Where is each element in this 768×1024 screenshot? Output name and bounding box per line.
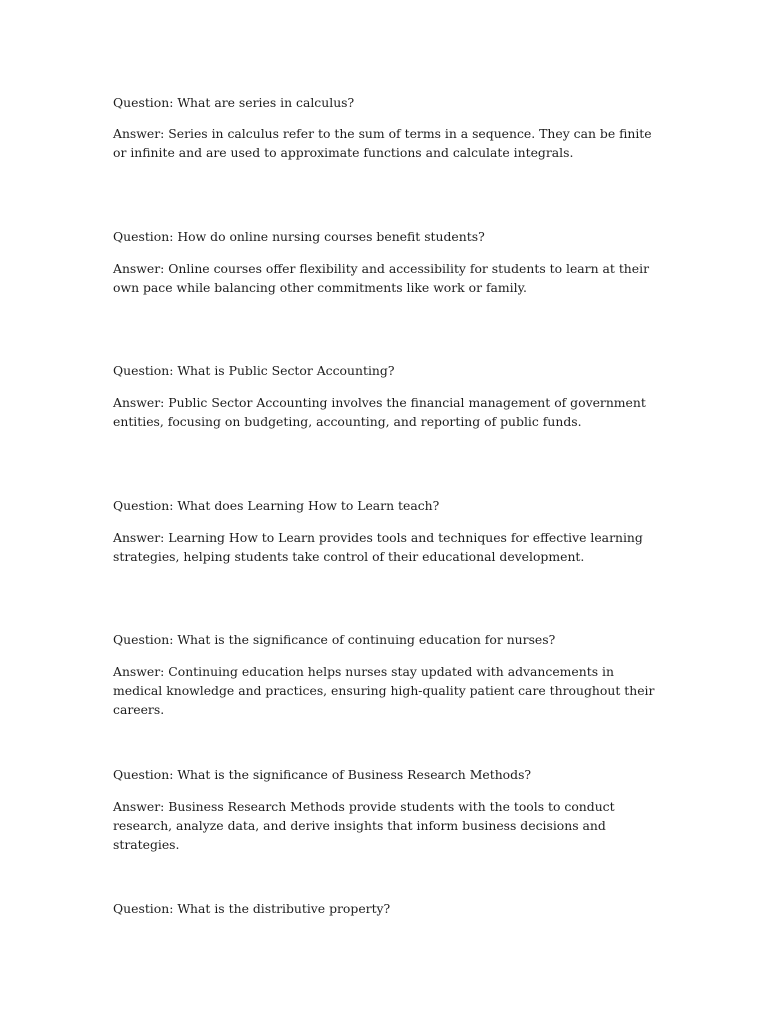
question-text: Question: How do online nursing courses benefit students? xyxy=(113,229,485,244)
answer-text: Answer: Series in calculus refer to the sum of terms in a sequence. They can be finite or infinite and are used to approximate functions and calculate integrals. xyxy=(113,126,652,160)
question-text: Question: What is the significance of Business Research Methods? xyxy=(113,767,532,782)
question-text: Question: What is Public Sector Accounting? xyxy=(113,363,395,378)
question-text: Question: What are series in calculus? xyxy=(113,95,355,110)
question-text: Question: What is the significance of continuing education for nurses? xyxy=(113,632,556,647)
answer-text: Answer: Business Research Methods provide students with the tools to conduct research, analyze data, and derive insights that inform business decisions and strategies. xyxy=(113,799,615,852)
question-text: Question: What is the distributive property? xyxy=(113,901,391,916)
answer-text: Answer: Online courses offer flexibility and accessibility for students to learn at their own pace while balancing other commitments like work or family. xyxy=(113,261,649,295)
question-text: Question: What does Learning How to Learn teach? xyxy=(113,498,440,513)
answer-text: Answer: Learning How to Learn provides tools and techniques for effective learning strategies, helping students take control of their educational development. xyxy=(113,530,643,564)
answer-text: Answer: Continuing education helps nurses stay updated with advancements in medical knowledge and practices, ensuring high-quality patient care throughout their careers. xyxy=(113,664,655,717)
answer-text: Answer: Public Sector Accounting involves the financial management of government entities, focusing on budgeting, accounting, and reporting of public funds. xyxy=(113,395,646,429)
